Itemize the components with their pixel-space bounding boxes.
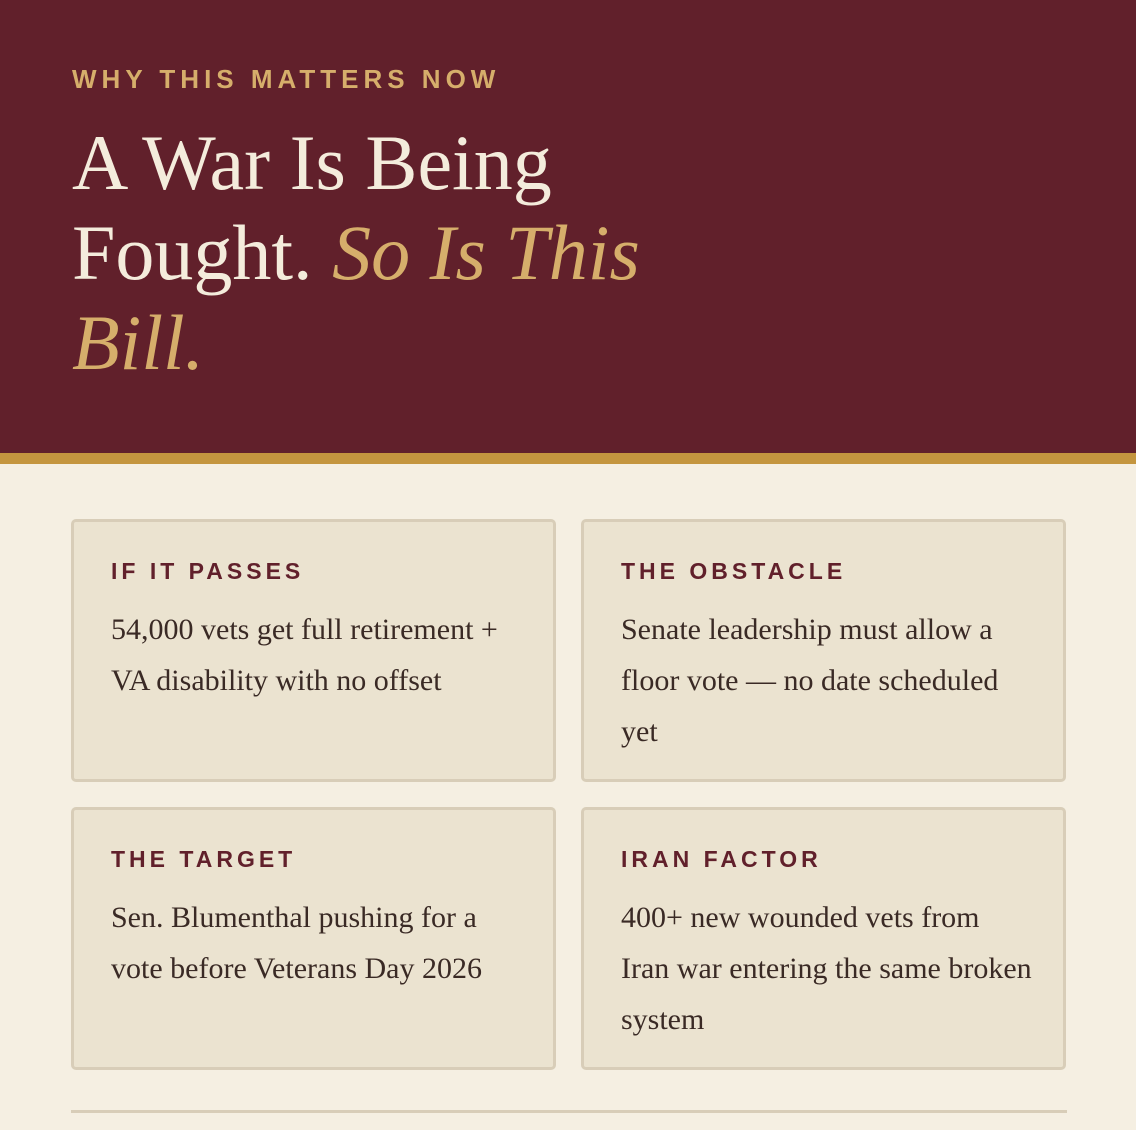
- card-label: IF IT PASSES: [111, 558, 305, 584]
- headline-accent: So Is This Bill.: [72, 209, 640, 386]
- card-the-target: [71, 807, 556, 1070]
- gold-divider: [0, 453, 1136, 464]
- card-if-it-passes: [71, 519, 556, 782]
- section-eyebrow: WHY THIS MATTERS NOW: [72, 64, 501, 94]
- card-the-obstacle: [581, 519, 1066, 782]
- card-body: 54,000 vets get full retirement + VA disability with no offset: [111, 613, 498, 697]
- headline: [72, 118, 692, 388]
- card-body: 400+ new wounded vets from Iran war entering the same broken system: [621, 901, 1032, 1036]
- card-label: IRAN FACTOR: [621, 846, 822, 872]
- card-body: Sen. Blumenthal pushing for a vote before Veterans Day 2026: [111, 901, 482, 985]
- card-body: Senate leadership must allow a floor vote — no date scheduled yet: [621, 613, 999, 748]
- card-label: THE OBSTACLE: [621, 558, 847, 584]
- card-label: THE TARGET: [111, 846, 297, 872]
- hero-banner: [0, 0, 1136, 453]
- card-iran-factor: [581, 807, 1066, 1070]
- headline-main: A War Is Being Fought.: [72, 119, 552, 296]
- bottom-divider: [71, 1110, 1067, 1113]
